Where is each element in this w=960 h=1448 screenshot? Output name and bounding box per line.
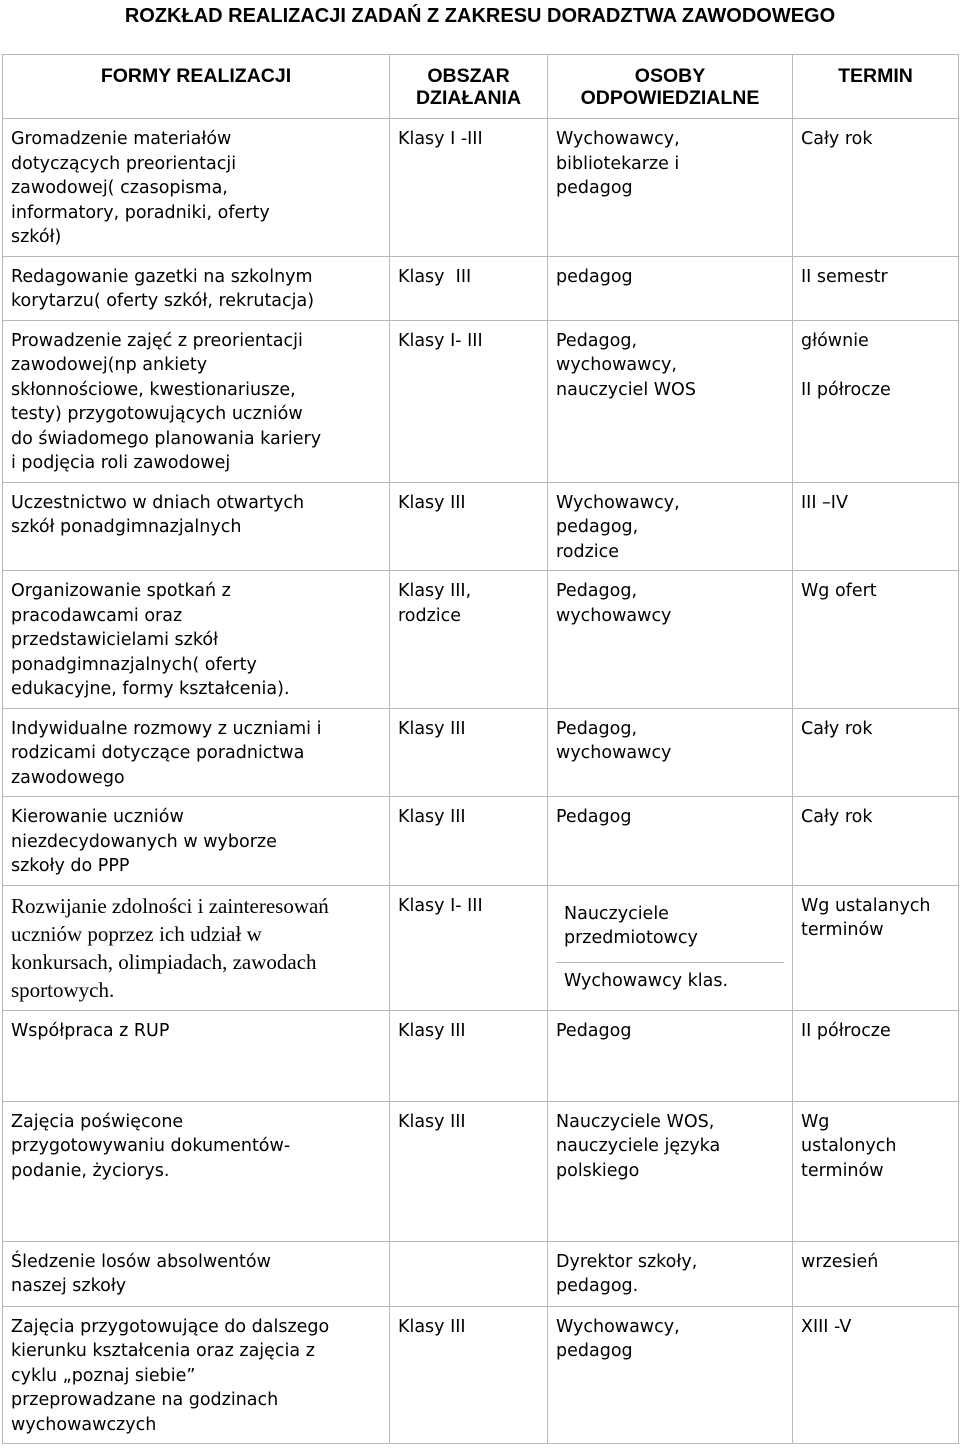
persons-cell: Wychowawcy, bibliotekarze i pedagog	[548, 119, 793, 257]
schedule-table	[2, 54, 959, 1444]
persons-cell: Wychowawcy, pedagog, rodzice	[548, 482, 793, 571]
table-row	[3, 1101, 959, 1241]
term-cell: wrzesień	[793, 1241, 959, 1306]
persons-cell: Pedagog, wychowawcy, nauczyciel WOS	[548, 320, 793, 482]
form-cell: Współpraca z RUP	[3, 1010, 390, 1101]
persons-cell: Pedagog, wychowawcy	[548, 571, 793, 709]
table-row	[3, 885, 959, 1010]
area-cell: Klasy III	[390, 1306, 548, 1444]
table-row	[3, 1306, 959, 1444]
form-cell: Redagowanie gazetki na szkolnym korytarzu( oferty szkół, rekrutacja)	[3, 256, 390, 320]
table-header-row	[3, 55, 959, 119]
form-cell: Organizowanie spotkań z pracodawcami oraz przedstawicielami szkół ponadgimnazjalnych( oferty edukacyjne, formy kształcenia).	[3, 571, 390, 709]
table-row	[3, 1010, 959, 1101]
table-row	[3, 119, 959, 257]
table-row	[3, 797, 959, 886]
persons-cell	[548, 885, 793, 1010]
form-cell: Śledzenie losów absolwentów naszej szkoły	[3, 1241, 390, 1306]
term-cell: II półrocze	[793, 1010, 959, 1101]
area-cell: Klasy III	[390, 482, 548, 571]
header-persons: OSOBY ODPOWIEDZIALNE	[548, 55, 793, 119]
table-row	[3, 256, 959, 320]
area-cell: Klasy III	[390, 1010, 548, 1101]
persons-cell: Nauczyciele WOS, nauczyciele języka polskiego	[548, 1101, 793, 1241]
term-cell: Wg ustalanych terminów	[793, 885, 959, 1010]
form-cell: Zajęcia przygotowujące do dalszego kierunku kształcenia oraz zajęcia z cyklu „poznaj siebie” przeprowadzane na godzinach wychowawczych	[3, 1306, 390, 1444]
table-row	[3, 482, 959, 571]
form-cell: Rozwijanie zdolności i zainteresowań uczniów poprzez ich udział w konkursach, olimpiadach, zawodach sportowych.	[3, 885, 390, 1010]
persons-cell: Pedagog	[548, 797, 793, 886]
term-cell: Cały rok	[793, 797, 959, 886]
term-cell: II semestr	[793, 256, 959, 320]
table-row	[3, 1241, 959, 1306]
form-cell: Prowadzenie zajęć z preorientacji zawodowej(np ankiety skłonnościowe, kwestionariusze, testy) przygotowujących uczniów do świadomego planowania kariery i podjęcia roli zawodowej	[3, 320, 390, 482]
table-row	[3, 320, 959, 482]
form-cell: Gromadzenie materiałów dotyczących preorientacji zawodowej( czasopisma, informatory, poradniki, oferty szkół)	[3, 119, 390, 257]
area-cell: Klasy I- III	[390, 885, 548, 1010]
term-cell: Cały rok	[793, 708, 959, 797]
persons-cell: pedagog	[548, 256, 793, 320]
persons-cell: Dyrektor szkoły, pedagog.	[548, 1241, 793, 1306]
persons-subcell-teachers: Nauczyciele przedmiotowcy	[556, 894, 784, 963]
term-cell: III –IV	[793, 482, 959, 571]
form-cell: Kierowanie uczniów niezdecydowanych w wyborze szkoły do PPP	[3, 797, 390, 886]
persons-subcell-homeroom: Wychowawcy klas.	[564, 970, 729, 991]
header-term: TERMIN	[793, 55, 959, 119]
form-cell: Indywidualne rozmowy z uczniami i rodzicami dotyczące poradnictwa zawodowego	[3, 708, 390, 797]
persons-cell: Pedagog	[548, 1010, 793, 1101]
table-row	[3, 571, 959, 709]
area-cell	[390, 1241, 548, 1306]
table-row	[3, 708, 959, 797]
form-cell: Uczestnictwo w dniach otwartych szkół ponadgimnazjalnych	[3, 482, 390, 571]
term-cell: Wg ofert	[793, 571, 959, 709]
term-cell: Wg ustalonych terminów	[793, 1101, 959, 1241]
area-cell: Klasy I- III	[390, 320, 548, 482]
form-cell: Zajęcia poświęcone przygotowywaniu dokumentów- podanie, życiorys.	[3, 1101, 390, 1241]
document-title: ROZKŁAD REALIZACJI ZADAŃ Z ZAKRESU DORADZTWA ZAWODOWEGO	[124, 5, 836, 27]
area-cell: Klasy I -III	[390, 119, 548, 257]
header-area: OBSZAR DZIAŁANIA	[390, 55, 548, 119]
header-forms: FORMY REALIZACJI	[3, 55, 390, 119]
area-cell: Klasy III	[390, 797, 548, 886]
area-cell: Klasy III, rodzice	[390, 571, 548, 709]
area-cell: Klasy III	[390, 708, 548, 797]
persons-cell: Pedagog, wychowawcy	[548, 708, 793, 797]
persons-cell: Wychowawcy, pedagog	[548, 1306, 793, 1444]
term-cell: głównie II półrocze	[793, 320, 959, 482]
term-cell: Cały rok	[793, 119, 959, 257]
term-cell: XIII -V	[793, 1306, 959, 1444]
area-cell: Klasy III	[390, 1101, 548, 1241]
area-cell: Klasy III	[390, 256, 548, 320]
